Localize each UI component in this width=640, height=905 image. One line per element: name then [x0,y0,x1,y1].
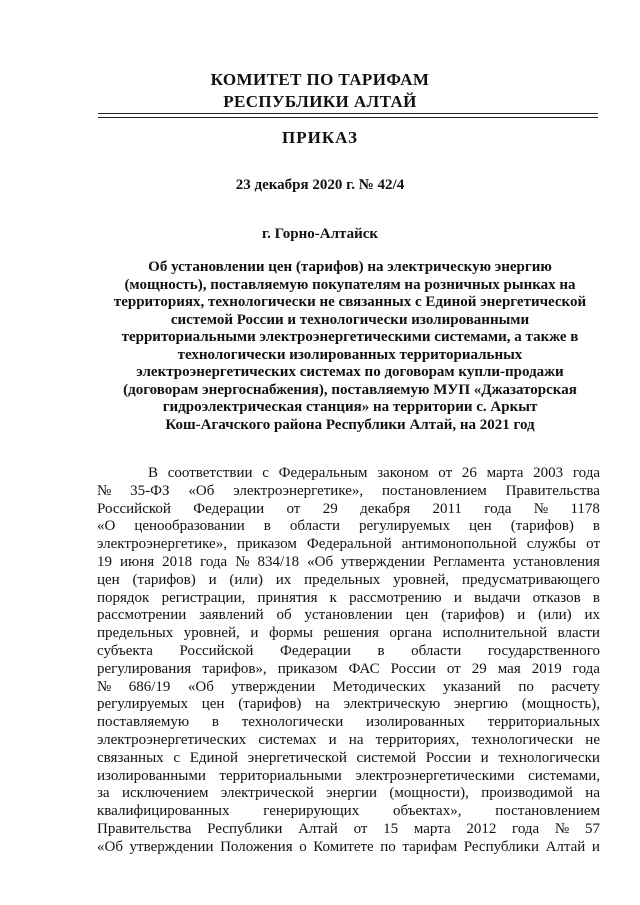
body-line [97,714,600,732]
body-word: от [446,660,461,677]
body-word: Единой [189,749,239,766]
subject-line: системой России и технологически изолированными [170,311,530,328]
body-word: Положения [220,838,293,855]
body-word: года [484,500,512,517]
body-word: регулируемых [97,696,188,713]
body-word: связанных [97,749,164,766]
body-word: порядок [97,589,150,606]
body-word: технологически [471,731,574,748]
body-word: тарифов», [202,660,267,677]
body-word: цен [201,696,225,713]
body-word: с [173,749,181,766]
body-word: (тарифов) [238,696,302,713]
body-word: года [572,660,600,677]
body-word: Правительства [505,482,600,499]
body-word: регулируемых [359,518,450,535]
body-word: формы [268,625,313,642]
body-word: Комитете [313,838,374,855]
body-word: принятия [257,589,318,606]
body-word: электроэнергетике», [233,482,364,499]
body-word: поставляемую [97,714,190,731]
body-word: года [200,553,228,570]
body-word: системах [258,731,317,748]
body-word: 29 [322,500,338,517]
body-word: № [97,678,112,695]
body-word: рассмотрении [97,607,187,624]
body-word: ценообразовании [134,518,245,535]
body-word: Федерации [193,500,265,517]
body-word: и [480,749,489,766]
body-word: В [148,465,159,481]
body-word: и [591,838,600,855]
body-word: от [286,500,301,517]
body-line [97,803,600,821]
body-word: системой [356,749,417,766]
body-word: Федеральным [278,465,368,481]
body-line [97,590,600,608]
body-word: энергию [453,696,508,713]
organization-name-line-2: РЕСПУБЛИКИ АЛТАЙ [223,92,417,111]
body-word: Методических [332,678,426,695]
body-word: «Об [97,838,123,855]
body-word: марта [413,820,451,837]
body-line [97,750,600,768]
body-word: «Об [187,678,214,695]
header-rule-bottom [98,117,598,118]
order-subject [90,259,610,434]
body-word: 29 [471,660,487,677]
body-word: по [518,678,534,695]
body-word: территориальными [219,767,342,784]
body-word: на [348,731,364,748]
body-word: и [208,571,217,588]
body-word: № [97,482,112,499]
body-word: 19 [97,553,112,570]
body-line [97,607,600,625]
body-word: утверждении [231,678,316,695]
body-word: уровней, [183,625,240,642]
body-word: за [97,785,110,802]
body-word: цен [405,607,429,624]
body-word: предусматривающего [461,571,600,588]
organization-name-line-1: КОМИТЕТ ПО ТАРИФАМ [210,70,430,89]
body-word: не [585,731,600,748]
body-word: технологически [498,749,600,766]
body-word: России [390,660,436,677]
body-word: 2019 [531,660,562,677]
subject-line: технологически изолированных территориальных [177,346,523,363]
body-word: постановлением [382,482,487,499]
body-word: (или) [538,607,572,624]
body-word: субъекта [97,642,153,659]
body-line [97,785,600,803]
body-word: (или) [229,571,263,588]
body-line [97,732,600,750]
body-word: системами, [528,767,600,784]
body-word: области [411,642,462,659]
body-word: тарифам [402,838,458,855]
body-word: на [315,696,330,713]
header-rule-top [98,113,598,114]
body-word: Российской [179,642,254,659]
body-line [97,821,600,839]
body-word: установления [512,553,600,570]
body-word: мая [497,660,521,677]
body-word: постановлением [495,803,600,820]
body-word: регулирования [97,660,192,677]
subject-line: территориальными электроэнергетическими системами, а также в [121,329,579,345]
body-word: отказов [532,589,581,606]
date-and-number: 23 декабря 2020 г. № 42/4 [235,177,405,193]
body-word: 2011 [432,500,462,517]
body-word: цен [97,571,120,588]
body-word: изолированных [366,714,465,731]
body-word: Алтай [298,820,338,837]
body-word: приказом [237,536,297,553]
body-word: «Об [188,482,215,499]
subject-line: электроэнергетических системах по договорам купли-продажи [136,364,564,380]
body-word: их [584,607,600,624]
body-line [97,661,600,679]
body-line [97,643,600,661]
body-word: расчету [551,678,600,695]
body-word: июня [119,553,155,570]
body-word: электроэнергетических [97,731,247,748]
body-word: регистрации, [161,589,246,606]
body-line [97,554,600,572]
body-word: от [353,820,368,837]
body-word: № [554,820,570,837]
body-word: и [453,589,462,606]
body-word: и [517,607,526,624]
subject-line: Об установлении цен (тарифов) на электрическую энергию [148,259,552,275]
subject-line: гидроэлектрическая станция» на территории с. Аркыт [162,399,538,415]
body-word: указаний [443,678,501,695]
body-text [97,465,600,857]
body-word: о [299,838,307,855]
body-word: Российской [97,500,171,517]
body-word: 686/19 [128,678,171,695]
body-word: 834/18 [257,553,300,570]
body-word: утверждении [341,553,425,570]
body-line [97,483,600,501]
body-word: изолированными [97,767,206,784]
body-line [97,465,600,483]
body-line [97,625,600,643]
body-word: заявлений [199,607,264,624]
body-line [97,536,600,554]
body-word: цен [468,518,492,535]
subject-line: (договорам энергоснабжения), поставляемую МУП «Джазаторская [123,381,577,398]
body-line [97,501,600,519]
body-word: области [289,518,341,535]
body-word: декабря [360,500,411,517]
body-word: Алтай [545,838,586,855]
body-word: соответствии [167,465,253,481]
body-word: территориальных [487,714,600,731]
body-word: № [235,553,250,570]
body-word: и [250,625,259,642]
body-word: Регламента [432,553,505,570]
body-line [97,768,600,786]
subject-line: Кош-Агачского района Республики Алтай, на 2021 год [165,416,535,433]
body-word: Федеральной [306,536,392,553]
body-word: 57 [584,820,600,837]
body-word: в [211,714,219,731]
body-word: органа [389,625,432,642]
body-word: года [572,465,600,481]
body-word: электроэнергетике», [97,536,227,553]
body-word: «О [97,518,116,535]
body-word: их [275,571,292,588]
body-word: законом [377,465,429,481]
body-word: и [328,731,337,748]
body-word: Правительства [97,820,192,837]
place-of-issue: г. Горно-Алтайск [261,226,379,242]
body-word: выдачи [474,589,521,606]
body-word: 15 [383,820,399,837]
body-word: (тарифов) [132,571,196,588]
body-word: 1178 [570,500,600,517]
body-word: утверждении [129,838,214,855]
body-word: Республики [207,820,283,837]
body-word: «Об [307,553,334,570]
body-word: с [262,465,269,481]
body-word: приказом [277,660,338,677]
body-word: уровней, [393,571,450,588]
body-line [97,839,600,857]
body-word: (мощность), [521,696,600,713]
body-word: генерирующих [263,803,360,820]
body-word: исключением [121,785,209,802]
body-line [97,679,600,697]
body-word: территориях, [375,731,460,748]
body-word: № [533,500,549,517]
body-word: от [438,465,453,481]
body-word: 2012 [466,820,497,837]
body-word: по [380,838,396,855]
body-word: власти [557,625,600,642]
body-word: исполнительной [442,625,548,642]
body-word: электрическую [343,696,441,713]
body-word: на [585,785,600,802]
body-word: в [377,642,385,659]
body-word: электрической [220,785,314,802]
body-word: в [263,518,271,535]
body-line [97,696,600,714]
body-word: объектах», [393,803,462,820]
body-word: установлении [304,607,393,624]
body-word: предельных [97,625,174,642]
body-word: энергии [326,785,378,802]
body-word: года [512,820,540,837]
body-word: в [592,589,600,606]
body-word: Республики [463,838,539,855]
body-word: службы [526,536,577,553]
body-word: об [276,607,292,624]
body-word: предельных [304,571,381,588]
body-word: 2003 [533,465,564,481]
body-word: решения [323,625,379,642]
body-word: 26 [461,465,477,481]
document-type: ПРИКАЗ [282,128,358,147]
body-word: от [586,536,600,553]
body-word: рассмотрению [349,589,442,606]
body-word: Федерации [280,642,351,659]
subject-line: территориях, технологически не связанных с Единой энергетической [113,294,587,310]
body-word: (тарифов) [441,607,505,624]
body-word: антимонопольной [401,536,517,553]
body-word: 2018 [162,553,193,570]
subject-line: (мощность), поставляемую покупателям на розничных рынках на [124,276,576,293]
body-word: квалифицированных [97,803,230,820]
body-word: (мощности), [389,785,469,802]
body-word: государственного [487,642,600,659]
body-line [97,518,600,536]
body-word: энергетической [247,749,347,766]
body-line [97,572,600,590]
body-word: электроэнергетическими [355,767,515,784]
body-word: производимой [481,785,573,802]
body-word: технологически [241,714,344,731]
body-word: (тарифов) [510,518,574,535]
body-word: России [425,749,471,766]
body-word: к [329,589,337,606]
body-word: 35-ФЗ [130,482,170,499]
body-word: марта [486,465,524,481]
body-word: в [592,518,600,535]
body-word: ФАС [348,660,380,677]
